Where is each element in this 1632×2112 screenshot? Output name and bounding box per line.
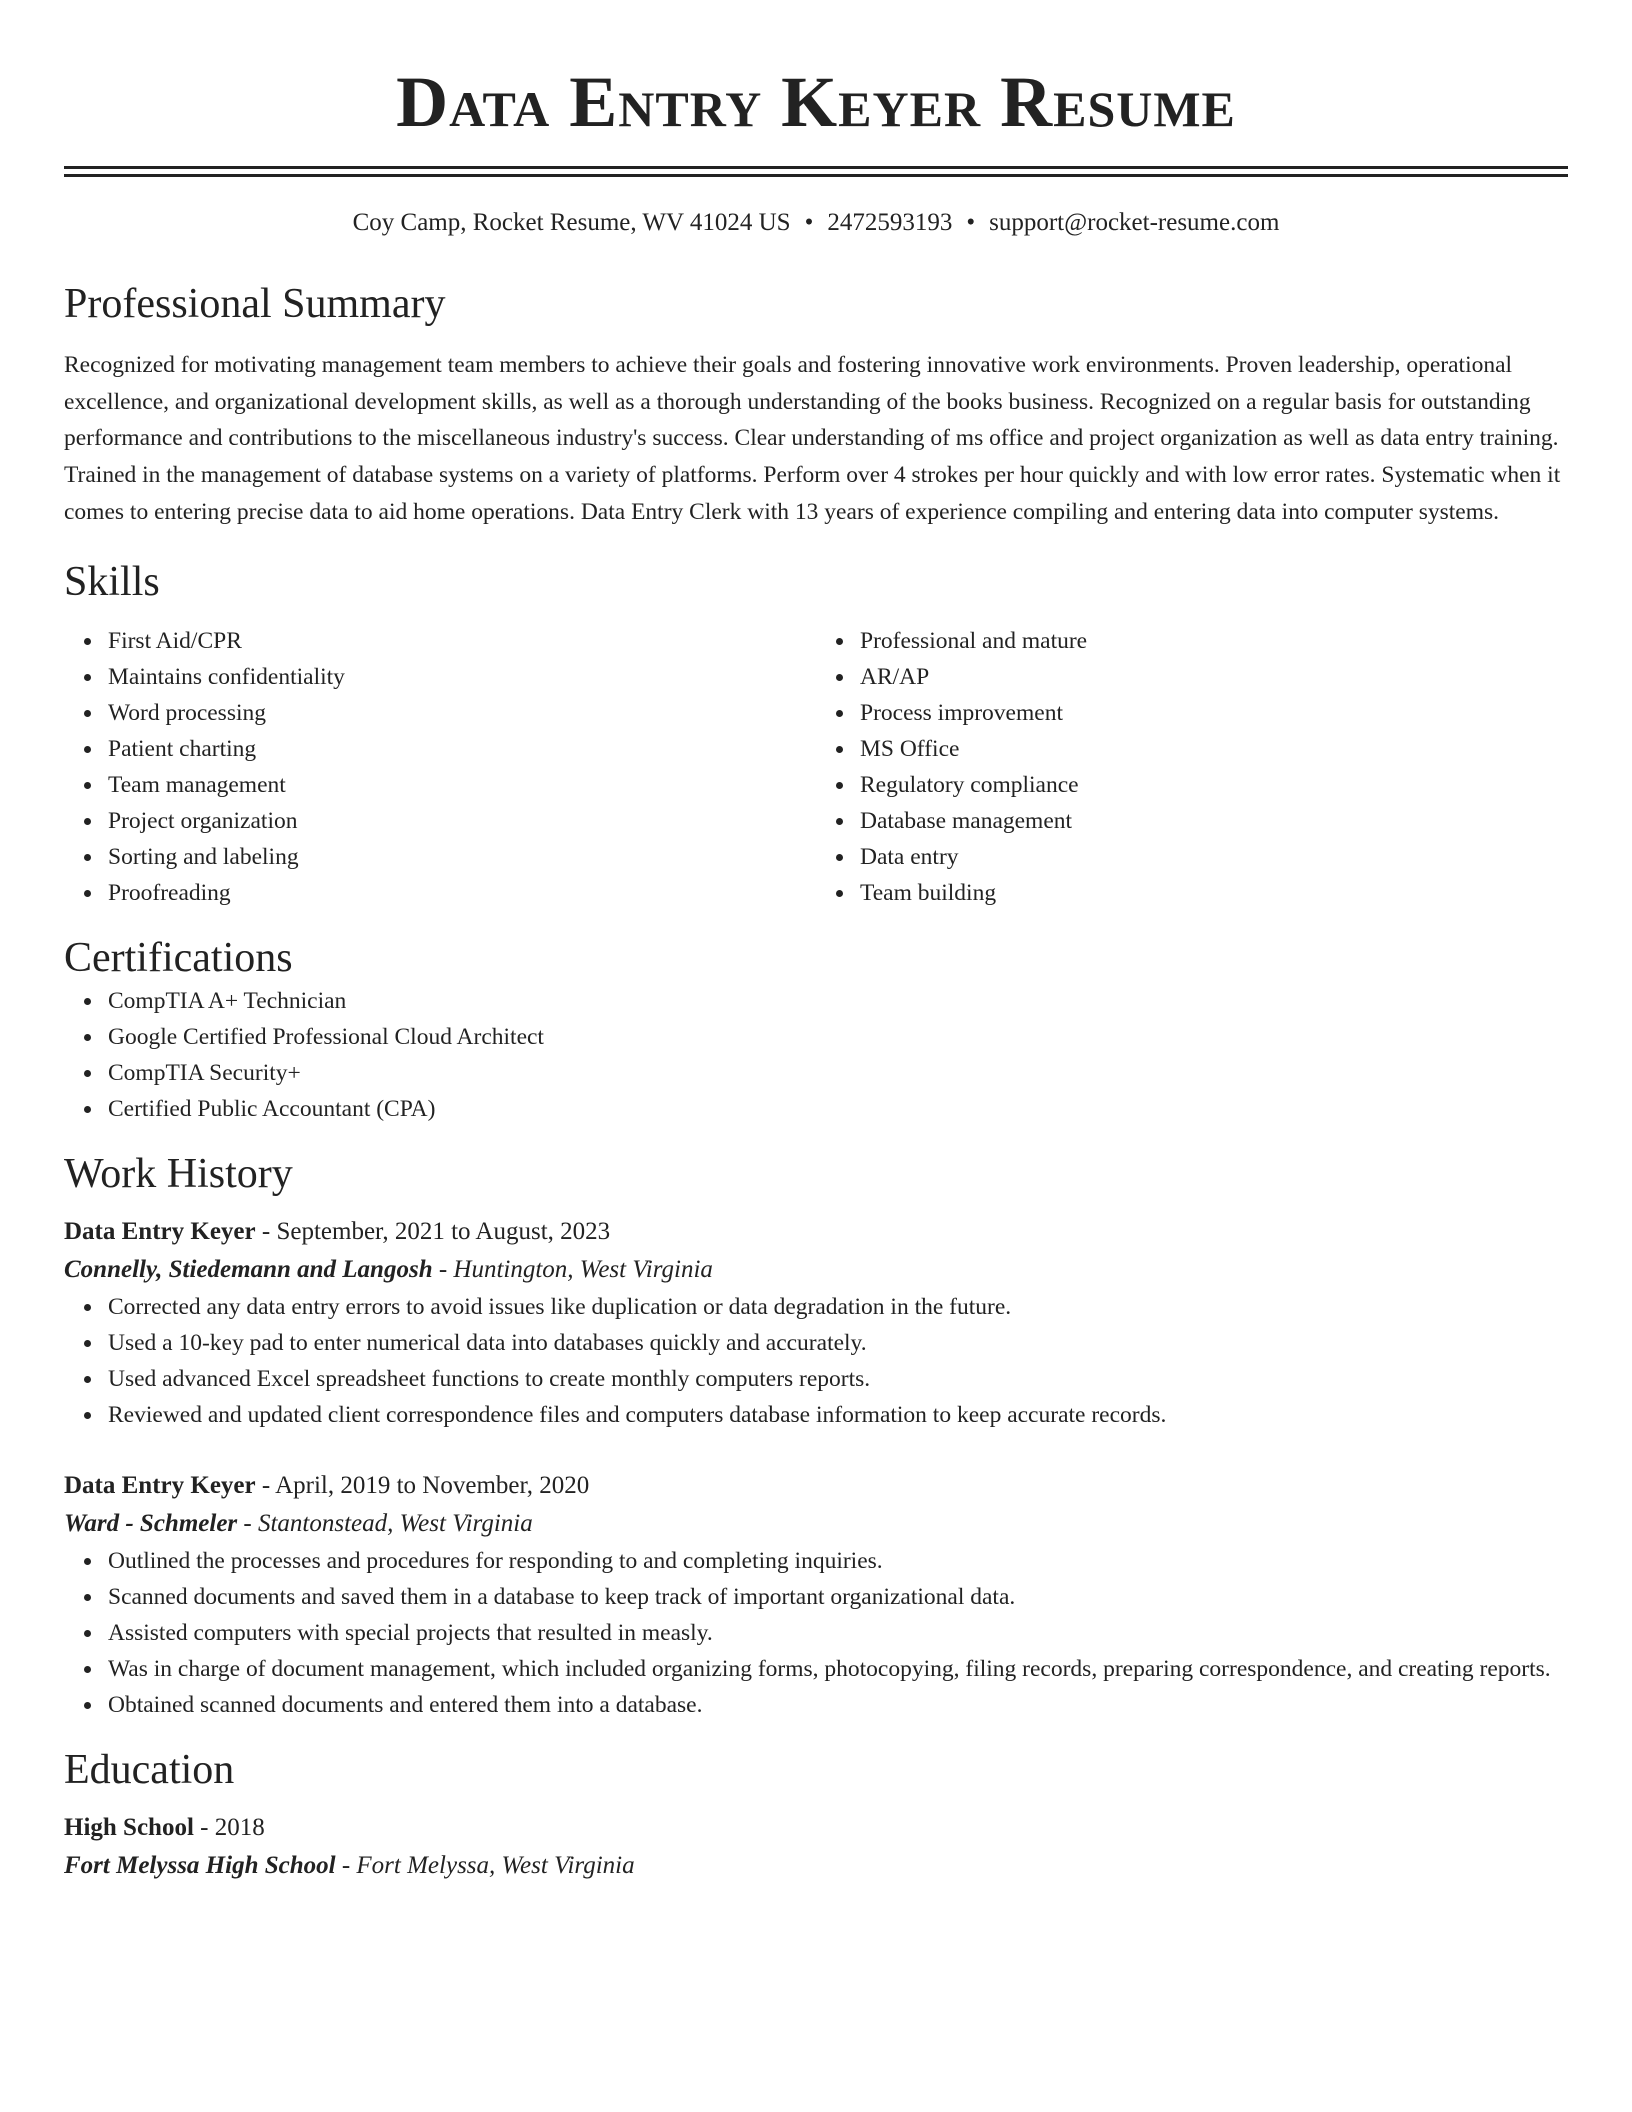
skill-item: Sorting and labeling <box>108 839 816 875</box>
skills-list <box>64 623 1568 911</box>
job-entry <box>64 1213 1568 1433</box>
job-company: Ward - Schmeler <box>64 1509 238 1537</box>
education-year: - 2018 <box>193 1813 265 1841</box>
contact-email: support@rocket-resume.com <box>989 209 1280 236</box>
skill-item: Word processing <box>108 695 816 731</box>
title-divider <box>64 166 1568 177</box>
job-duties-list <box>64 1289 1568 1433</box>
certification-item: Certified Public Accountant (CPA) <box>108 1091 1568 1127</box>
job-entry <box>64 1467 1568 1723</box>
contact-separator: • <box>966 209 976 236</box>
job-company-line <box>64 1251 1568 1289</box>
skills-heading: Skills <box>64 558 160 605</box>
skill-item: Maintains confidentiality <box>108 659 816 695</box>
job-dates: - September, 2021 to August, 2023 <box>255 1217 611 1245</box>
job-title: Data Entry Keyer <box>64 1217 256 1245</box>
education-school: Fort Melyssa High School <box>64 1851 336 1879</box>
contact-separator: • <box>804 209 814 236</box>
education-heading: Education <box>64 1746 235 1793</box>
job-company: Connelly, Stiedemann and Langosh <box>64 1255 433 1283</box>
job-title-line <box>64 1213 1568 1251</box>
job-duty-item: Used a 10-key pad to enter numerical data into databases quickly and accurately. <box>108 1325 1568 1361</box>
certifications-heading: Certifications <box>64 934 293 981</box>
job-duty-item: Obtained scanned documents and entered them into a database. <box>108 1687 1568 1723</box>
skills-column-left <box>64 623 816 911</box>
job-duty-item: Reviewed and updated client correspondence files and computers database information to keep accurate records. <box>108 1397 1568 1433</box>
work-history-heading: Work History <box>64 1150 293 1197</box>
job-duties-list <box>64 1543 1568 1723</box>
contact-address: Coy Camp, Rocket Resume, WV 41024 US <box>352 209 791 236</box>
education-school-line <box>64 1847 1568 1885</box>
resume-title: Data Entry Keyer Resume <box>396 62 1236 142</box>
skill-item: AR/AP <box>860 659 1568 695</box>
skill-item: Regulatory compliance <box>860 767 1568 803</box>
job-company-line <box>64 1505 1568 1543</box>
education-degree-line <box>64 1809 1568 1847</box>
skill-item: Data entry <box>860 839 1568 875</box>
skill-item: Process improvement <box>860 695 1568 731</box>
contact-line <box>64 207 1568 239</box>
certifications-list <box>64 983 1568 1127</box>
certification-item: CompTIA Security+ <box>108 1055 1568 1091</box>
job-title-line <box>64 1467 1568 1505</box>
education-degree: High School <box>64 1813 194 1841</box>
job-location: - Huntington, West Virginia <box>432 1255 713 1283</box>
skills-column-right <box>816 623 1568 911</box>
skill-item: MS Office <box>860 731 1568 767</box>
summary-heading: Professional Summary <box>64 281 446 327</box>
skill-item: Team management <box>108 767 816 803</box>
job-duty-item: Scanned documents and saved them in a database to keep track of important organizational data. <box>108 1579 1568 1615</box>
education-location: - Fort Melyssa, West Virginia <box>335 1851 635 1879</box>
skill-item: Proofreading <box>108 875 816 911</box>
contact-phone: 2472593193 <box>827 209 953 236</box>
job-duty-item: Outlined the processes and procedures for responding to and completing inquiries. <box>108 1543 1568 1579</box>
skill-item: Professional and mature <box>860 623 1568 659</box>
job-duty-item: Used advanced Excel spreadsheet functions to create monthly computers reports. <box>108 1361 1568 1397</box>
job-dates: - April, 2019 to November, 2020 <box>255 1471 590 1499</box>
skill-item: Team building <box>860 875 1568 911</box>
certification-item: CompTIA A+ Technician <box>108 983 1568 1019</box>
job-title: Data Entry Keyer <box>64 1471 256 1499</box>
job-duty-item: Was in charge of document management, which included organizing forms, photocopying, filing records, preparing correspondence, and creating reports. <box>108 1651 1568 1687</box>
summary-text: Recognized for motivating management team members to achieve their goals and fostering innovative work environments. Proven leadership, operational excellence, and organizational development skills, as well as a thorough understanding of the books business. Recognized on a regular basis for outstanding performance and contributions to the miscellaneous industry's success. Clear understanding of ms office and project organization as well as data entry training. Trained in the management of database systems on a variety of platforms. Perform over 4 strokes per hour quickly and with low error rates. Systematic when it comes to entering precise data to aid home operations. Data Entry Clerk with 13 years of experience compiling and entering data into computer systems. <box>64 352 1561 525</box>
job-location: - Stantonstead, West Virginia <box>237 1509 533 1537</box>
job-duty-item: Corrected any data entry errors to avoid issues like duplication or data degradation in the future. <box>108 1289 1568 1325</box>
skill-item: Project organization <box>108 803 816 839</box>
certification-item: Google Certified Professional Cloud Architect <box>108 1019 1568 1055</box>
skill-item: Database management <box>860 803 1568 839</box>
skill-item: Patient charting <box>108 731 816 767</box>
job-duty-item: Assisted computers with special projects that resulted in measly. <box>108 1615 1568 1651</box>
skill-item: First Aid/CPR <box>108 623 816 659</box>
